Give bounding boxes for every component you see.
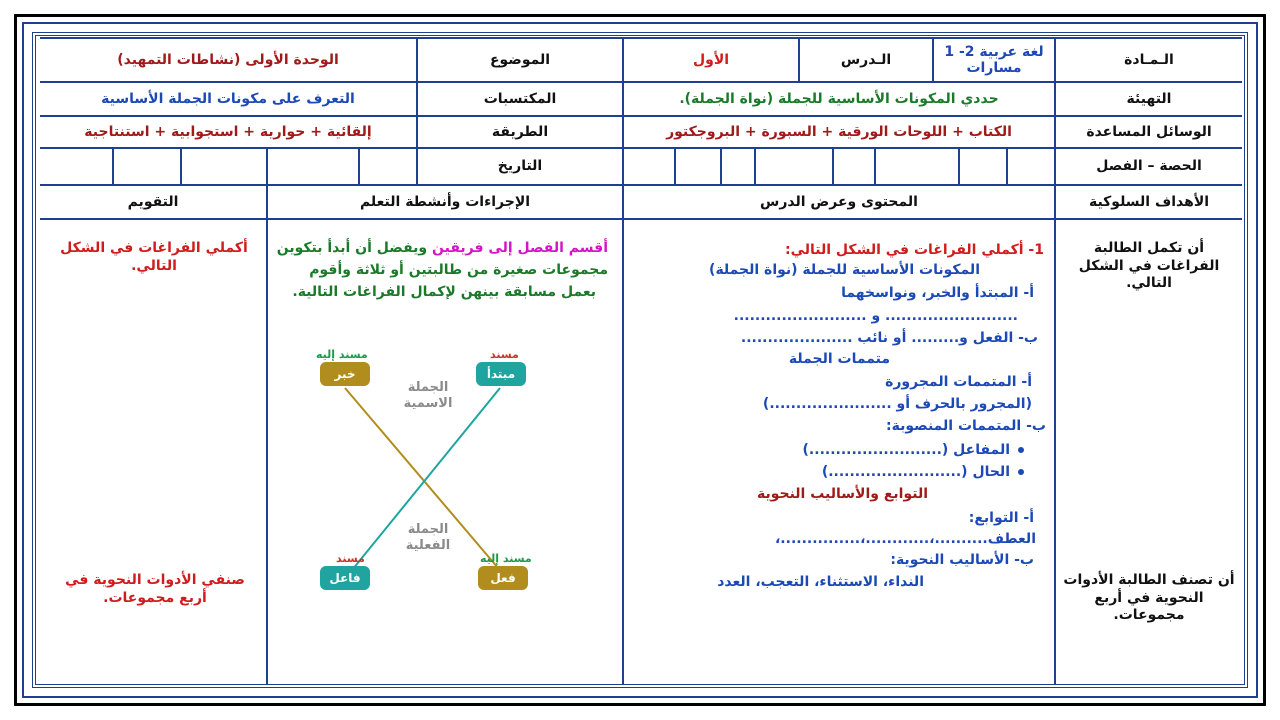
period-label: الحصة – الفصل [1054,147,1242,184]
content-b3-detail: النداء، الاستثناء، التعجب، العدد [717,574,924,590]
period-cell[interactable] [874,147,958,184]
content-bullet2 [822,464,1024,482]
procedures-line1-rest: ويفضل أن أبدأ بتكوين [276,240,433,256]
content-b2: ب- المتممات المنصوبة: [886,418,1046,434]
diagram-fail-node: فاعل [320,566,370,590]
content-b3: ب- الأساليب النحوية: [890,552,1034,568]
topic-value: الوحدة الأولى (نشاطات التمهيد) [40,37,416,81]
period-cell[interactable] [754,147,832,184]
lesson-label: الـدرس [798,37,932,81]
diagram-nominal-label: الجملة الاسمية [403,380,453,412]
content-a3: أ- التوابع: [968,510,1034,526]
content-complements-title: متممات الجملة [788,351,890,367]
diagram-fil-node: فعل [478,566,528,590]
objective-first: أن تكمل الطالبة الفراغات في الشكل التالي. [1078,240,1220,291]
intro-label: التهيئة [1054,81,1242,115]
period-cell[interactable] [1006,147,1054,184]
diagram-musnad-ilayh-label: مسند إليه [316,348,368,361]
content-core-title: المكونات الأساسية للجملة (نواة الجملة) [709,262,980,278]
subject-value: لغة عربية 2- 1 مسارات [932,37,1054,81]
content-a1: أ- المبتدأ والخبر، ونواسخهما [841,285,1034,301]
bullet1-text: المفاعل (.........................) [802,442,1010,458]
aids-value: الكتاب + اللوحات الورقية + السبورة + البروجكتور [622,115,1054,147]
diagram-mubtada-node: مبتدأ [476,362,526,386]
period-cell[interactable] [958,147,1006,184]
objective-second: أن تصنف الطالبة الأدوات النحوية في أربع مجموعات. [1063,572,1235,623]
period-cell[interactable] [622,147,674,184]
lesson-value: الأول [622,37,798,81]
date-cell[interactable] [112,147,180,184]
date-cell[interactable] [266,147,358,184]
evaluation-second: صنفي الأدوات النحوية في أربع مجموعات. [65,572,245,606]
procedures-line1 [277,240,608,258]
date-label: التاريخ [416,147,622,184]
diagram-musnad-label: مسند [336,552,365,565]
gains-label: المكتسبات [416,81,622,115]
diagram-verbal-label: الجملة الفعلية [405,522,451,554]
method-label: الطريقة [416,115,622,147]
content-bullet1 [803,442,1024,460]
bullet-icon [1018,447,1024,453]
content-a1-blank: ......................... و ......................... [733,308,1018,324]
diagram-khabar-node: خبر [320,362,370,386]
date-cell[interactable] [180,147,266,184]
period-cell[interactable] [720,147,754,184]
subject-label: الـمـادة [1054,37,1242,81]
objectives-header: الأهداف السلوكية [1054,184,1242,218]
bullet2-text: الحال (.........................) [821,464,1010,480]
content-header: المحتوى وعرض الدرس [622,184,1054,218]
procedures-highlight: أقسم الفصل إلى فريقين [432,240,608,256]
content-a3-detail: العطف..........،............،...............، [774,531,1036,547]
date-cell[interactable] [358,147,416,184]
content-q1: 1- أكملي الفراغات في الشكل التالي: [785,242,1044,258]
date-cell[interactable] [40,147,112,184]
evaluation-first: أكملي الفراغات في الشكل التالي. [60,240,248,274]
diagram-musnad-label: مسند [490,348,519,361]
procedures-header: الإجراءات وأنشطة التعلم [266,184,622,218]
period-cell[interactable] [674,147,720,184]
content-b1: ب- الفعل و......... أو نائب ..................... [740,330,1038,346]
content-a2: أ- المتممات المجرورة [885,374,1032,390]
content-a2-detail: (المجرور بالحرف أو .......................) [762,396,1032,412]
method-value: إلقائية + حوارية + استجوابية + استنتاجية [40,115,416,147]
bullet-icon [1018,469,1024,475]
diagram-musnad-ilayh-label: مسند إليه [480,552,532,565]
evaluation-header: التقويم [40,184,266,218]
content-followers-title: التوابع والأساليب النحوية [756,486,928,502]
evaluation-column [40,218,266,684]
topic-label: الموضوع [416,37,622,81]
aids-label: الوسائل المساعدة [1054,115,1242,147]
procedures-line2: مجموعات صغيرة من طالبتين أو ثلاثة وأقوم [309,262,608,278]
period-cell[interactable] [832,147,874,184]
procedures-line3: بعمل مسابقة بينهن لإكمال الفراغات التالية. [292,284,596,300]
gains-value: التعرف على مكونات الجملة الأساسية [40,81,416,115]
intro-value: حددي المكونات الأساسية للجملة (نواة الجملة). [622,81,1054,115]
